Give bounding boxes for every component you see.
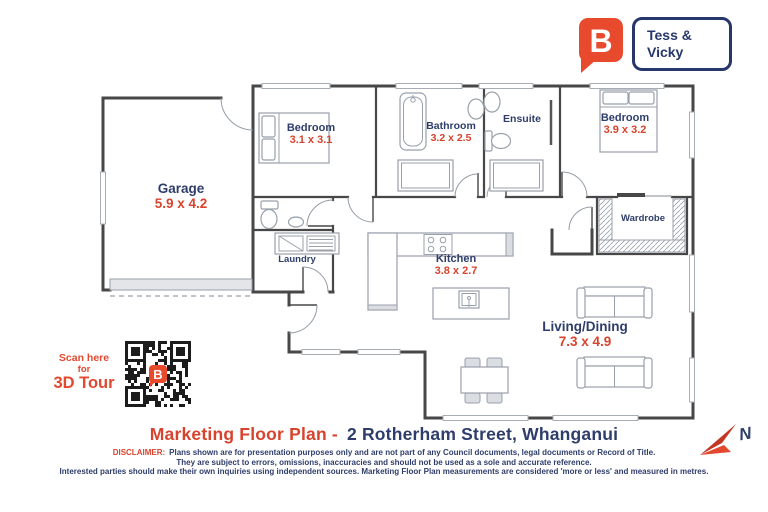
room-dims: 7.3 x 4.9 — [558, 334, 612, 350]
compass-icon — [692, 414, 768, 472]
brand-name-line1: Tess & — [647, 26, 692, 43]
qr-center-logo: B — [149, 365, 167, 383]
brand-bubble-icon — [578, 17, 630, 79]
room-label-bedroom1 — [287, 122, 335, 147]
sink-icon-bathroom — [468, 99, 484, 119]
disclaimer-line3: Interested parties should make their own inquiries using independent sources. Marketing Floor Plan measurements are considered 'more or less' and measured in metres. — [59, 467, 709, 477]
room-label-bedroom2 — [601, 112, 649, 137]
wardrobe-shelving — [599, 199, 685, 252]
room-name: Garage — [157, 181, 205, 196]
disclaimer-line1: DISCLAIMER: Plans shown are for presentation purposes only and are not part of any Council documents, legal documents or Record of Title. — [112, 448, 656, 457]
room-dims: 3.8 x 2.7 — [434, 265, 478, 278]
brand-name-line2: Vicky — [647, 44, 684, 60]
room-dims: 3.9 x 3.2 — [603, 124, 647, 137]
title-address: 2 Rotherham Street, Whanganui — [346, 424, 619, 444]
room-dims: 3.1 x 3.1 — [289, 134, 333, 147]
scan-line1: Scan here — [58, 352, 110, 364]
room-dims: 5.9 x 4.2 — [154, 196, 208, 212]
qr-code — [125, 341, 191, 407]
toilet-icon-ensuite — [485, 131, 511, 151]
page-title — [0, 424, 768, 445]
room-name: Laundry — [278, 254, 316, 265]
room-label-ensuite — [503, 114, 541, 126]
scan-3d-tour-text — [42, 353, 126, 392]
garage-door — [110, 279, 252, 296]
disclaimer-line2: They are subject to errors, omissions, inaccuracies and should not be used as a sole and accurate reference. — [176, 457, 592, 467]
room-name: Kitchen — [435, 253, 477, 265]
kitchen-island — [433, 288, 509, 319]
room-label-kitchen — [435, 253, 478, 278]
brand-letter: B — [589, 23, 613, 59]
sofa-icon-1 — [577, 287, 652, 318]
dining-table-icon — [461, 358, 508, 403]
room-label-wardrobe — [621, 214, 665, 225]
brand-name-box — [632, 17, 732, 71]
room-name: Bedroom — [600, 112, 650, 124]
hot-water-cupboard — [552, 230, 592, 254]
scan-line2: for — [77, 364, 91, 375]
sofa-icon-2 — [577, 357, 652, 388]
sink-icon-ensuite — [484, 92, 500, 112]
room-dims: 3.2 x 2.5 — [430, 131, 472, 144]
bathtub-icon — [400, 93, 426, 150]
compass-north-label: N — [737, 423, 753, 445]
room-label-garage — [155, 181, 208, 211]
room-label-bathroom — [426, 121, 476, 145]
room-name: Bedroom — [286, 122, 336, 134]
sink-icon-wc — [289, 217, 304, 227]
brand-logo — [570, 12, 760, 78]
room-name: Bathroom — [426, 120, 476, 132]
toilet-icon-wc — [261, 201, 278, 229]
room-name: Wardrobe — [621, 213, 665, 224]
title-prefix: Marketing Floor Plan - — [149, 424, 338, 444]
room-label-living-dining — [542, 319, 628, 349]
laundry-tub-icon — [275, 233, 339, 254]
scan-line3: 3D Tour — [53, 374, 115, 392]
room-name: Living/Dining — [542, 319, 628, 334]
disclaimer-label: DISCLAIMER: — [112, 448, 166, 457]
disclaimer — [0, 448, 768, 477]
shower-icon-ensuite — [490, 160, 543, 191]
shower-icon-bathroom — [398, 160, 453, 191]
room-label-laundry — [278, 255, 315, 266]
room-name: Ensuite — [503, 113, 541, 125]
